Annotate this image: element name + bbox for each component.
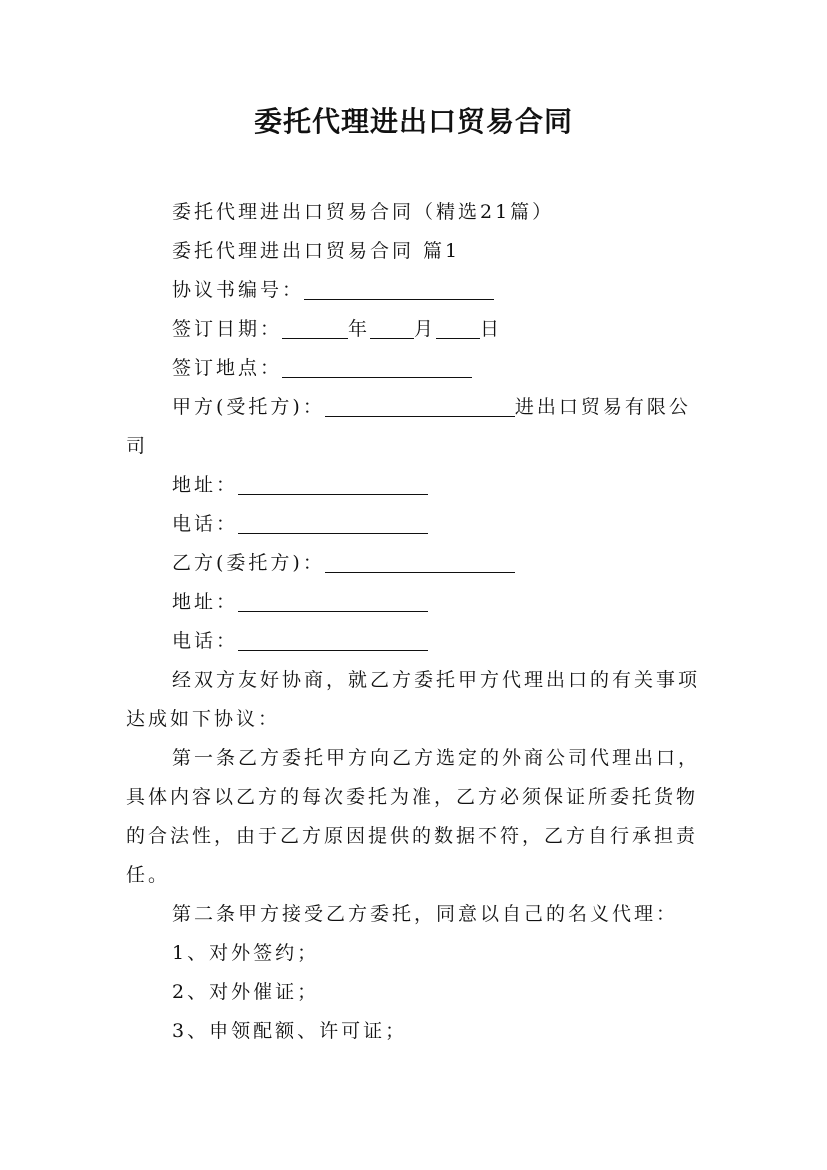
agreement-number-label: 协议书编号： (172, 279, 305, 301)
sign-place-label: 签订地点： (172, 357, 283, 379)
agreement-number-row (126, 271, 706, 310)
party-b-label: 乙方(委托方)： (172, 552, 325, 574)
party-b-phone-row (126, 622, 706, 661)
list-item-1: 1、对外签约； (172, 942, 320, 964)
party-b-row (126, 544, 706, 583)
subtitle: 委托代理进出口贸易合同（精选21篇） (172, 201, 555, 223)
intro-line-2: 达成如下协议： (126, 708, 281, 730)
list-item-3: 3、申领配额、许可证； (172, 1020, 408, 1042)
article-1-line-2: 具体内容以乙方的每次委托为准，乙方必须保证所委托货物 (126, 786, 699, 808)
sign-date-label: 签订日期： (172, 318, 283, 340)
day-blank[interactable] (436, 316, 480, 339)
list-item-2: 2、对外催证； (172, 981, 320, 1003)
day-label: 日 (480, 318, 503, 340)
party-a-phone-label: 电话： (172, 513, 239, 535)
party-a-label: 甲方(受托方)： (172, 396, 325, 418)
party-b-address-row (126, 583, 706, 622)
article-2: 第二条甲方接受乙方委托，同意以自己的名义代理： (172, 903, 679, 925)
article-1-line-4: 任。 (126, 864, 171, 886)
sign-place-blank[interactable] (282, 355, 472, 378)
agreement-number-blank[interactable] (304, 277, 494, 300)
party-b-address-label: 地址： (172, 591, 239, 613)
document-title: 委托代理进出口贸易合同 (253, 105, 573, 138)
month-label: 月 (414, 318, 437, 340)
party-a-suffix-wrap: 司 (126, 435, 149, 457)
article-1-line-3: 的合法性，由于乙方原因提供的数据不符，乙方自行承担责 (126, 825, 699, 847)
article-1-line-1: 第一条乙方委托甲方向乙方选定的外商公司代理出口， (172, 747, 701, 769)
party-a-address-label: 地址： (172, 474, 239, 496)
year-blank[interactable] (282, 316, 348, 339)
party-b-address-blank[interactable] (238, 589, 428, 612)
party-b-blank[interactable] (325, 550, 515, 573)
party-b-phone-blank[interactable] (238, 628, 428, 651)
sign-date-row (126, 310, 706, 349)
month-blank[interactable] (370, 316, 414, 339)
party-b-phone-label: 电话： (172, 630, 239, 652)
section-heading: 委托代理进出口贸易合同 篇1 (172, 240, 461, 262)
sign-place-row (126, 349, 706, 388)
party-a-phone-row (126, 505, 706, 544)
party-a-address-blank[interactable] (238, 472, 428, 495)
intro-line-1: 经双方友好协商，就乙方委托甲方代理出口的有关事项 (172, 669, 701, 691)
party-a-suffix: 进出口贸易有限公 (514, 396, 691, 418)
party-a-blank[interactable] (325, 394, 515, 417)
year-label: 年 (348, 318, 371, 340)
document-body (126, 193, 706, 1051)
party-a-phone-blank[interactable] (238, 511, 428, 534)
party-a-row (126, 388, 706, 427)
party-a-address-row (126, 466, 706, 505)
